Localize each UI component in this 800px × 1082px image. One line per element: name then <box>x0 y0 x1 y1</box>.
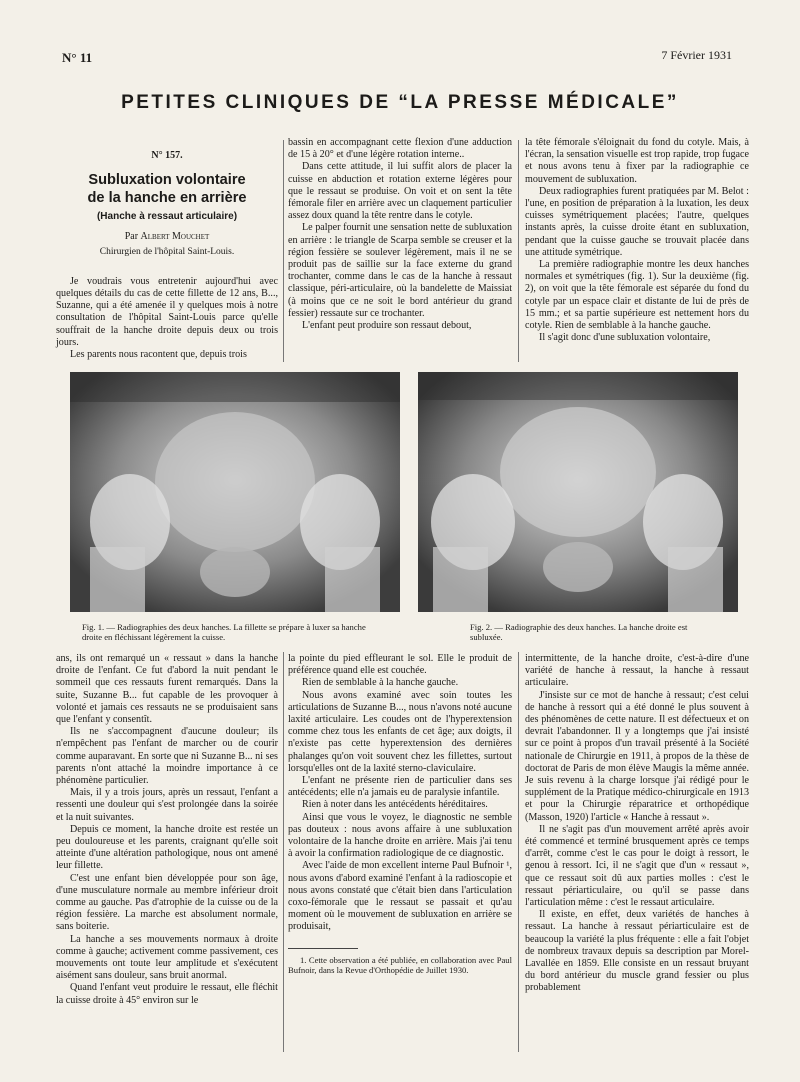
paragraph: Ils ne s'accompagnent d'aucune douleur; ils n'empêchent pas l'enfant de marcher ou de courir comme auparavant. En sorte que ni Suzanne B... ni ses parents n'ont attaché la moindre importance à ce phénomène particulier. <box>56 726 278 787</box>
paragraph: L'enfant peut produire son ressaut debout, <box>302 320 472 332</box>
column-rule <box>518 652 519 1052</box>
paragraph: Avec l'aide de mon excellent interne Paul Bufnoir ¹, nous avons d'abord examiné l'enfant à la radioscopie et nous avons constaté que c'était bien dans l'articulation coxo-fémorale que le ressaut se passait et qu'au moment où le mouvement de subluxation en arrière se produisait, <box>288 860 512 933</box>
footnote-text: 1. Cette observation a été publiée, en collaboration avec Paul Bufnoir, dans la Revue d'Orthopédie de Juillet 1930. <box>288 954 512 976</box>
xray-figure-2 <box>418 372 738 612</box>
paragraph: Il ne s'agit pas d'un mouvement arrêté après avoir été commencé et terminé brusquement après ce temps d'arrêt, comme c'est le cas pour le doigt à ressort, le genou à ressort. Ici, il ne s'agit que d'un « ressaut », que ce ressaut soit dû aux parties molles : c'est le ressaut périarticulaire, ou qu'il se passe dans l'articulation même : c'est le ressaut articulaire. <box>525 823 749 909</box>
author-role: Chirurgien de l'hôpital Saint-Louis. <box>99 246 235 257</box>
article-title-line1: Subluxation volontaire <box>88 172 246 189</box>
figure-2-caption: Fig. 2. — Radiographie des deux hanches. La hanche droite est subluxée. <box>470 622 688 643</box>
paragraph: Dans cette attitude, il lui suffit alors de placer la cuisse en abduction et rotation externe légères pour que le ressaut se produise. On voit et on sent la tête fémorale filer en arrière avec un claquement particulier assez doux quand la tête rentre dans le cotyle. <box>288 161 512 222</box>
column-rule <box>283 652 284 1052</box>
paragraph: C'est une enfant bien développée pour son âge, d'une musculature normale au membre inférieur droit comme au gauche. Pas d'atrophie de la cuisse ou de la région fessière. La marche est absolument normale, sans boiterie. <box>56 872 278 933</box>
footnote-rule <box>288 948 358 949</box>
article-subtitle: (Hanche à ressaut articulaire) <box>96 211 238 223</box>
article-title-line2: de la hanche en arrière <box>87 189 247 206</box>
figure-1-caption: Fig. 1. — Radiographies des deux hanches. La fillette se prépare à luxer sa hanche droite en fléchissant légèrement la cuisse. <box>82 622 366 643</box>
column-c-top <box>525 137 749 344</box>
paragraph: Mais, il y a trois jours, après un ressaut, l'enfant a ressenti une douleur qui s'est prolongée dans la soirée et la nuit suivantes. <box>56 787 278 823</box>
paragraph: Il existe, en effet, deux variétés de hanches à ressaut. La hanche à ressaut périarticulaire est de beaucoup la variété la plus fréquente : elle a fait l'objet de nombreux travaux depuis sa description par Morel-Lavallée en 1859. Elle consiste en un ressaut bruyant du bord antérieur du muscle grand fessier ou plus probablement <box>525 909 749 994</box>
paragraph: la pointe du pied effleurant le sol. Elle le produit de préférence quand elle est couchée. <box>288 653 512 677</box>
paragraph: Rien à noter dans les antécédents héréditaires. <box>302 799 488 811</box>
paragraph: Les parents nous racontent que, depuis trois <box>70 349 247 361</box>
journal-title: PETITES CLINIQUES DE “LA PRESSE MÉDICALE” <box>121 92 679 113</box>
column-a-top <box>56 140 278 361</box>
paragraph: L'enfant ne présente rien de particulier dans ses antécédents; elle n'a jamais eu de paralysie infantile. <box>288 775 512 799</box>
paragraph: La hanche a ses mouvements normaux à droite comme à gauche; activement comme passivement, ces mouvements ont toute leur amplitude et s'exécutent aisément sans douleur, sans bruit anormal. <box>56 933 278 982</box>
paragraph: La première radiographie montre les deux hanches normales et symétriques (fig. 1). Sur la deuxième (fig. 2), on voit que la tête fémorale est séparée du fond du cotyle par un espace clair et distante de lui de près de 15 mm.; et sa partie supérieure est nettement hors du cotyle. Rien de semblable à la hanche gauche. <box>525 259 749 332</box>
column-rule <box>283 140 284 362</box>
paragraph: Il s'agit donc d'une subluxation volontaire, <box>539 332 711 344</box>
column-b-top <box>288 137 512 332</box>
column-rule <box>518 140 519 362</box>
paragraph: la tête fémorale s'éloignait du fond du cotyle. Mais, à l'écran, la sensation visuelle est trop rapide, trop fugace et nous avons tenu à fixer par la radiographie ce mouvement de subluxation. <box>525 137 749 185</box>
column-c-bottom <box>525 653 749 995</box>
page-date: 7 Février 1931 <box>661 48 732 62</box>
paragraph: ans, ils ont remarqué un « ressaut » dans la hanche droite de l'enfant. Ce fut d'abord la nuit pendant le sommeil que ces ressauts furent remarqués. Dans la suite, Suzanne B... fut capable de les provoquer à volonté et jamais ces ressauts ne se produisaient sans que l'enfant y consentît. <box>56 653 278 726</box>
xray-image-2 <box>418 372 738 612</box>
article-author: Par Albert Mouchet <box>124 231 210 243</box>
paragraph: Depuis ce moment, la hanche droite est restée un peu douloureuse et les parents, craignant qu'elle soit atteinte d'une altération pathologique, nous ont amené leur fillette. <box>56 823 278 872</box>
paragraph: Ainsi que vous le voyez, le diagnostic ne semble pas douteux : nous avons affaire à une subluxation volontaire de la hanche droite en arrière. Mais j'ai tenu à avoir la confirmation radiologique de ce diagnostic. <box>288 811 512 860</box>
paragraph: Quand l'enfant veut produire le ressaut, elle fléchit la cuisse droite à 45° environ sur le <box>56 982 278 1006</box>
paragraph: Rien de semblable à la hanche gauche. <box>302 677 459 689</box>
xray-figure-1 <box>70 372 400 612</box>
paragraph: Deux radiographies furent pratiquées par M. Belot : l'une, en position de préparation à la luxation, les deux cuisses symétriquement placées; l'autre, quelques instants après, la cuisse droite étant en subluxation, pendant que la cuisse gauche se trouvait placée dans une attitude symétrique. <box>525 185 749 258</box>
page-number: N° 11 <box>62 50 93 65</box>
paragraph: Le palper fournit une sensation nette de subluxation en arrière : le triangle de Scarpa semble se creuser et la région fessière se soulever légèrement, mais il ne se produit pas de saillie sur la face externe du grand trochanter, comme dans le cas de la hanche à ressaut classique, péri-articulaire, où la bandelette de Maissiat (à moins que ce ne soit le bord antérieur du grand fessier) ressaute sur ce trochanter. <box>288 222 512 319</box>
column-b-bottom <box>288 653 512 975</box>
xray-image-1 <box>70 372 400 612</box>
paragraph: J'insiste sur ce mot de hanche à ressaut; c'est celui de hanche à ressort qui a été donné le plus souvent à des phénomènes de cette nature. Il est défectueux et on devrait l'abandonner. Il y a longtemps que j'ai insisté sur ce point à propos d'un travail présenté à la Société nationale de Chirurgie en 1911, à propos de la thèse de doctorat de Paris de mon élève Maugis la même année. Je suis revenu à la charge lorsque j'ai rédigé pour le supplément de la Pratique médico-chirurgicale en 1913 et pour la Chirurgie réparatrice et orthopédique (Masson, 1920) l'article « Hanche à ressaut ». <box>525 689 749 823</box>
footnote <box>288 955 512 976</box>
paragraph: intermittente, de la hanche droite, c'est-à-dire d'une variété de hanche à ressaut, la hanche à ressaut articulaire. <box>525 653 749 689</box>
paragraph: Nous avons examiné avec soin toutes les articulations de Suzanne B..., nous n'avons noté aucune laxité articulaire. Les coudes ont de l'hyperextension comme chez tous les enfants de cet âge; aux doigts, il n'existe pas cette hyperextension des dernières phalanges qu'on voit souvent chez les fillettes, surtout lorsqu'elles ont de la laxité sterno-claviculaire. <box>288 689 512 774</box>
paragraph: bassin en accompagnant cette flexion d'une adduction de 15 à 20° et d'une légère rotation interne.. <box>288 137 512 161</box>
article-number: N° 157. <box>151 150 183 161</box>
paragraph: Je voudrais vous entretenir aujourd'hui avec quelques détails du cas de cette fillette de 12 ans, B..., Suzanne, qui a été amenée il y quelques mois à notre consultation de l'hôpital Saint-Louis parce qu'elle souffrait de la hanche droite depuis deux ou trois jours. <box>56 275 278 348</box>
column-a-bottom <box>56 653 278 1007</box>
